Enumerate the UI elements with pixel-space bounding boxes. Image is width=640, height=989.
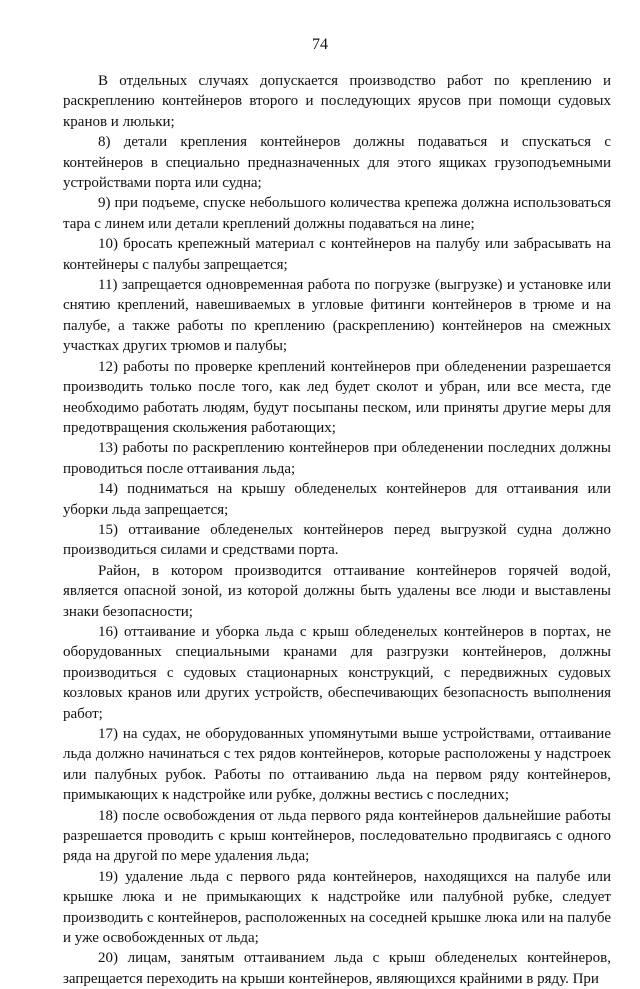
paragraph: 11) запрещается одновременная работа по погрузке (выгрузке) и установке или снятию креплений, навешиваемых в угловые фитинги контейнеров в трюме и на палубе, а также работы по креплению (раскреплению) контейнеров на смежных участках других трюмов и палубы; (63, 277, 611, 355)
paragraph: В отдельных случаях допускается производство работ по креплению и раскреплению контейнеров второго и последующих ярусов при помощи судовых кранов и люльки; (63, 73, 611, 130)
paragraph: 12) работы по проверке креплений контейнеров при обледенении разрешается производить только после того, как лед будет сколот и убран, или все места, где необходимо работать людям, будут посыпаны песком, или приняты другие меры для предотвращения скольжения работающих; (63, 358, 611, 436)
paragraph: 14) подниматься на крышу обледенелых контейнеров для оттаивания или уборки льда запрещается; (63, 481, 611, 518)
paragraph: 15) оттаивание обледенелых контейнеров перед выгрузкой судна должно производиться силами и средствами порта. (63, 521, 611, 559)
paragraph: 16) оттаивание и уборка льда с крыш обледенелых контейнеров в портах, не оборудованных специальными кранами для разгрузки контейнеров, должны производиться с судовых стационарных конструкций, с передвижных судовых козловых кранов или других устройств, обеспечивающих безопасность выполнения работ; (63, 623, 611, 722)
paragraph: 20) лицам, занятым оттаиванием льда с крыш обледенелых контейнеров, запрещается переходить на крыши контейнеров, являющихся крайними в ряду. При (63, 950, 611, 987)
paragraph: 9) при подъеме, спуске небольшого количества крепежа должна использоваться тара с линем или детали креплений должны подаваться на лине; (63, 195, 611, 232)
paragraph: 18) после освобождения от льда первого ряда контейнеров дальнейшие работы разрешается проводить с крыш контейнеров, последовательно продвигаясь с одного ряда на другой по мере удаления льда; (63, 807, 611, 865)
page-number: 74 (312, 36, 328, 53)
paragraph: 19) удаление льда с первого ряда контейнеров, находящихся на палубе или крышке люка и не примыкающих к надстройке или палубной рубке, следует производить с контейнеров, расположенных на соседней крышке люка или на палубе и уже освобожденных от льда; (63, 868, 611, 947)
document-body (63, 71, 611, 989)
paragraph: Район, в котором производится оттаивание контейнеров горячей водой, является опасной зоной, из которой должны быть удалены все люди и выставлены знаки безопасности; (63, 562, 611, 620)
paragraph: 8) детали крепления контейнеров должны подаваться и спускаться с контейнеров в специально предназначенных для этого ящиках грузоподъемными устройствами порта или судна; (63, 134, 611, 192)
paragraph: 13) работы по раскреплению контейнеров при обледенении последних должны проводиться после оттаивания льда; (63, 440, 611, 477)
paragraph: 17) на судах, не оборудованных упомянутыми выше устройствами, оттаивание льда должно начинаться с тех рядов контейнеров, которые расположены у надстроек или палубных рубок. Работы по оттаиванию льда на первом ряду контейнеров, примыкающих к надстройке или рубке, должны вестись с последних; (63, 726, 611, 804)
paragraph: 10) бросать крепежный материал с контейнеров на палубу или забрасывать на контейнеры с палубы запрещается; (63, 236, 611, 273)
